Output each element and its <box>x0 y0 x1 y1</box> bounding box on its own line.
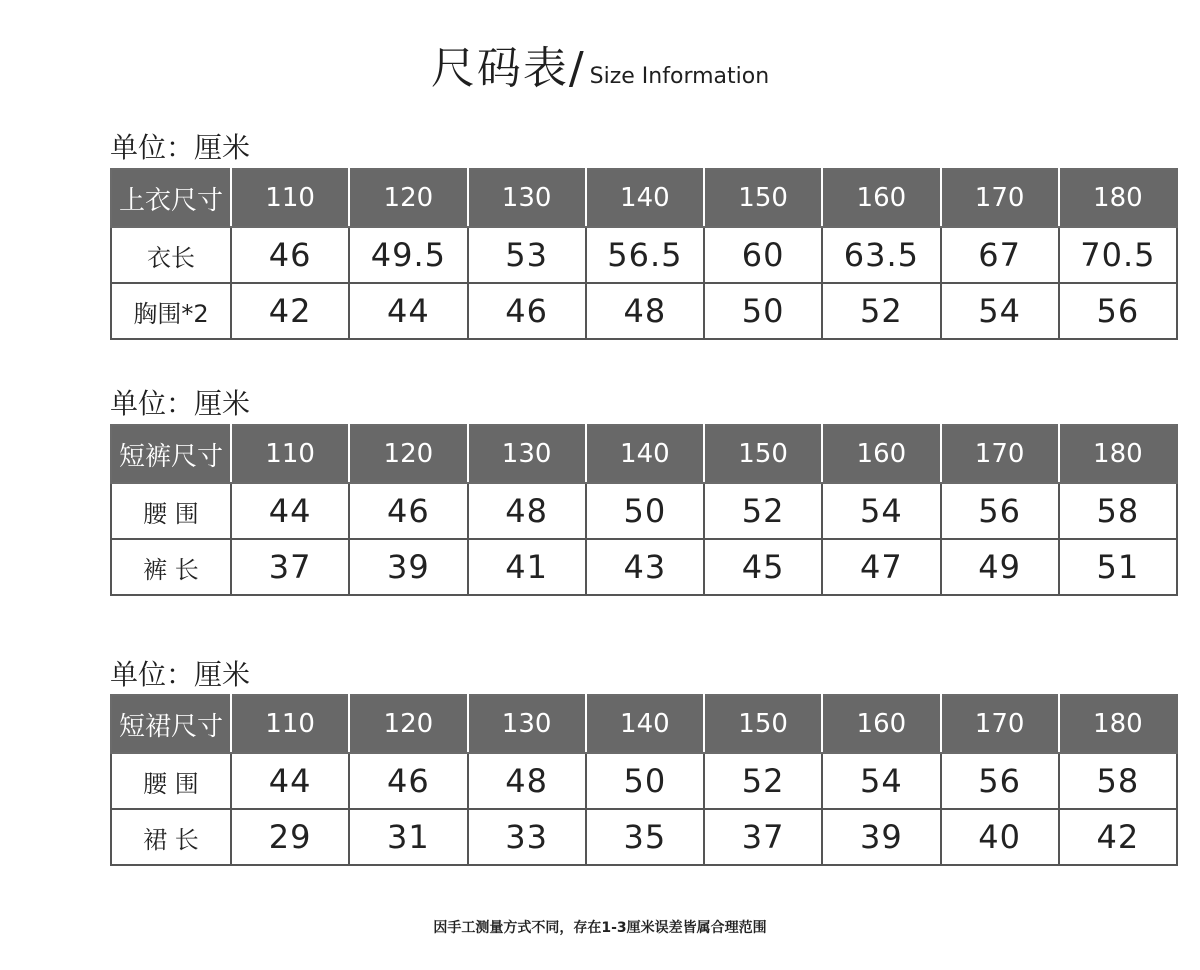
size-header-cell: 160 <box>822 695 940 753</box>
size-header-cell: 180 <box>1059 169 1177 227</box>
size-header-cell: 150 <box>704 169 822 227</box>
table-cell: 56.5 <box>586 227 704 283</box>
table-cell: 48 <box>586 283 704 339</box>
size-header-cell: 110 <box>231 169 349 227</box>
size-header-cell: 180 <box>1059 425 1177 483</box>
table-cell: 47 <box>822 539 940 595</box>
table-cell: 43 <box>586 539 704 595</box>
table-cell: 58 <box>1059 753 1177 809</box>
table-cell: 29 <box>231 809 349 865</box>
table-cell: 44 <box>231 483 349 539</box>
unit-label-tops: 单位：厘米 <box>110 131 251 164</box>
size-header-cell: 130 <box>468 425 586 483</box>
table-row <box>111 483 1177 539</box>
header-label: 短裤尺寸 <box>111 425 231 483</box>
table-cell: 44 <box>231 753 349 809</box>
title-subtitle: Size Information <box>589 64 770 89</box>
table-cell: 49.5 <box>349 227 467 283</box>
table-cell: 42 <box>231 283 349 339</box>
table-cell: 50 <box>586 483 704 539</box>
table-cell: 39 <box>349 539 467 595</box>
size-header-cell: 170 <box>941 695 1059 753</box>
table-header-row <box>111 425 1177 483</box>
table-cell: 50 <box>704 283 822 339</box>
table-cell: 50 <box>586 753 704 809</box>
table-row <box>111 227 1177 283</box>
header-label: 上衣尺寸 <box>111 169 231 227</box>
size-header-cell: 120 <box>349 425 467 483</box>
table-cell: 48 <box>468 483 586 539</box>
page-title <box>0 32 1200 96</box>
table-cell: 58 <box>1059 483 1177 539</box>
footnote: 因手工测量方式不同，存在1-3厘米误差皆属合理范围 <box>433 920 767 936</box>
size-header-cell: 110 <box>231 425 349 483</box>
unit-label-shorts: 单位：厘米 <box>110 387 251 420</box>
table-row <box>111 539 1177 595</box>
row-label: 腰 围 <box>111 483 231 539</box>
size-header-cell: 170 <box>941 425 1059 483</box>
row-label: 裙 长 <box>111 809 231 865</box>
size-header-cell: 110 <box>231 695 349 753</box>
table-cell: 67 <box>941 227 1059 283</box>
table-cell: 42 <box>1059 809 1177 865</box>
size-header-cell: 150 <box>704 425 822 483</box>
table-cell: 33 <box>468 809 586 865</box>
table-cell: 60 <box>704 227 822 283</box>
table-cell: 35 <box>586 809 704 865</box>
size-header-cell: 170 <box>941 169 1059 227</box>
row-label: 衣长 <box>111 227 231 283</box>
size-header-cell: 130 <box>468 169 586 227</box>
row-label: 裤 长 <box>111 539 231 595</box>
size-header-cell: 160 <box>822 169 940 227</box>
row-label: 胸围*2 <box>111 283 231 339</box>
header-label: 短裙尺寸 <box>111 695 231 753</box>
size-header-cell: 120 <box>349 169 467 227</box>
size-table-shorts <box>110 424 1178 596</box>
size-header-cell: 180 <box>1059 695 1177 753</box>
table-cell: 51 <box>1059 539 1177 595</box>
table-cell: 48 <box>468 753 586 809</box>
table-cell: 49 <box>941 539 1059 595</box>
table-cell: 44 <box>349 283 467 339</box>
table-cell: 56 <box>941 753 1059 809</box>
table-cell: 54 <box>822 753 940 809</box>
size-table-tops <box>110 168 1178 340</box>
table-cell: 54 <box>941 283 1059 339</box>
table-cell: 56 <box>1059 283 1177 339</box>
table-cell: 54 <box>822 483 940 539</box>
size-table-skirts <box>110 694 1178 866</box>
table-cell: 39 <box>822 809 940 865</box>
table-cell: 52 <box>704 753 822 809</box>
row-label: 腰 围 <box>111 753 231 809</box>
table-header-row <box>111 695 1177 753</box>
title-main: 尺码表/ <box>430 43 586 94</box>
size-header-cell: 120 <box>349 695 467 753</box>
table-cell: 52 <box>822 283 940 339</box>
table-cell: 63.5 <box>822 227 940 283</box>
size-header-cell: 150 <box>704 695 822 753</box>
table-row <box>111 809 1177 865</box>
size-header-cell: 140 <box>586 695 704 753</box>
table-cell: 31 <box>349 809 467 865</box>
table-row <box>111 283 1177 339</box>
table-cell: 53 <box>468 227 586 283</box>
table-cell: 37 <box>704 809 822 865</box>
table-cell: 46 <box>349 483 467 539</box>
table-cell: 41 <box>468 539 586 595</box>
table-cell: 40 <box>941 809 1059 865</box>
table-cell: 46 <box>349 753 467 809</box>
table-header-row <box>111 169 1177 227</box>
size-header-cell: 140 <box>586 169 704 227</box>
table-cell: 46 <box>231 227 349 283</box>
table-cell: 52 <box>704 483 822 539</box>
unit-label-skirts: 单位：厘米 <box>110 658 251 691</box>
size-header-cell: 160 <box>822 425 940 483</box>
table-cell: 45 <box>704 539 822 595</box>
table-cell: 70.5 <box>1059 227 1177 283</box>
size-header-cell: 130 <box>468 695 586 753</box>
table-cell: 37 <box>231 539 349 595</box>
table-cell: 46 <box>468 283 586 339</box>
size-header-cell: 140 <box>586 425 704 483</box>
table-row <box>111 753 1177 809</box>
table-cell: 56 <box>941 483 1059 539</box>
